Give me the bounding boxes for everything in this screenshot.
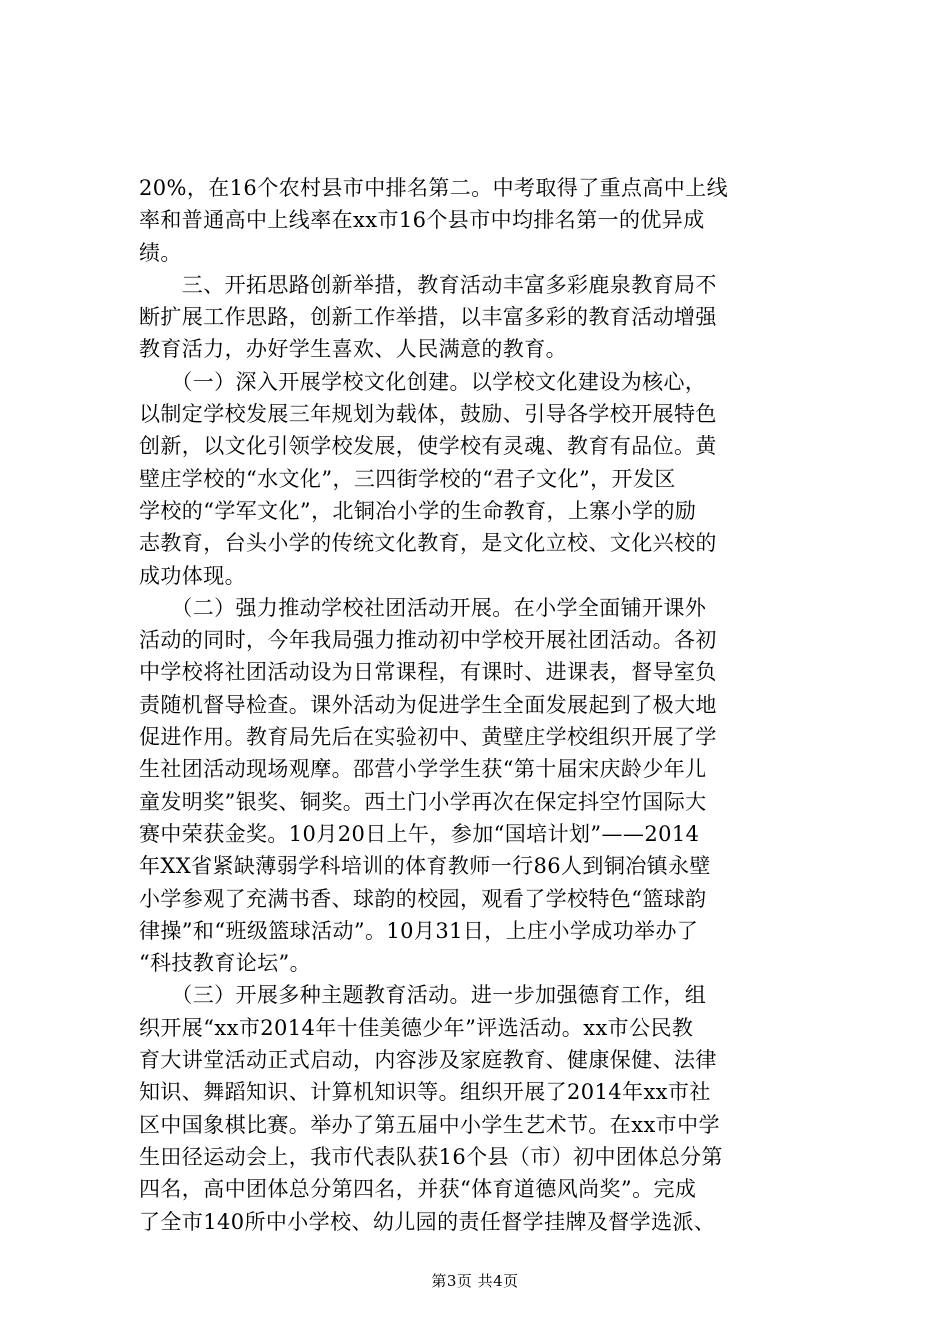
text-line: 促进作用。教育局先后在实验初中、黄壁庄学校组织开展了学 [139, 725, 717, 750]
text-line: 以制定学校发展三年规划为载体，鼓励、引导各学校开展特色 [139, 402, 717, 427]
text-line: 责随机督导检查。课外活动为促进学生全面发展起到了极大地 [139, 692, 717, 717]
text-line: 了全市140所中小学校、幼儿园的责任督学挂牌及督学选派、 [139, 1209, 716, 1234]
body-text [139, 172, 819, 1238]
text-line: 生田径运动会上，我市代表队获16个县（市）初中团体总分第 [139, 1144, 723, 1169]
text-line: 绩。 [139, 240, 182, 265]
text-line: 童发明奖”银奖、铜奖。西土门小学再次在保定抖空竹国际大 [139, 789, 707, 814]
text-line: 志教育，台头小学的传统文化教育，是文化立校、文化兴校的 [139, 531, 717, 556]
text-line: 学校的“学军文化”，北铜冶小学的生命教育，上寨小学的励 [139, 498, 697, 523]
text-line: 区中国象棋比赛。举办了第五届中小学生艺术节。在xx市中学 [139, 1112, 720, 1137]
text-line: 四名，高中团体总分第四名，并获“体育道德风尚奖”。完成 [139, 1177, 697, 1202]
text-line: 赛中荣获金奖。10月20日上午，参加“国培计划”——2014 [139, 821, 700, 846]
text-line: 小学参观了充满书香、球韵的校园，观看了学校特色“篮球韵 [139, 886, 707, 911]
text-line: 20%，在16个农村县市中排名第二。中考取得了重点高中上线 [139, 176, 728, 200]
text-line: 中学校将社团活动设为日常课程，有课时、进课表，督导室负 [139, 660, 717, 685]
text-line: 成功体现。 [139, 563, 246, 588]
text-line: 教育活力，办好学生喜欢、人民满意的教育。 [139, 337, 567, 362]
text-line: （三）开展多种主题教育活动。进一步加强德育工作，组 [139, 983, 707, 1008]
text-line: “科技教育论坛”。 [139, 951, 312, 976]
text-line: 知识、舞蹈知识、计算机知识等。组织开展了2014年xx市社 [139, 1080, 711, 1105]
text-line: 断扩展工作思路，创新工作举措，以丰富多彩的教育活动增强 [139, 305, 717, 330]
page-footer: 第3页 共4页 [431, 1272, 519, 1290]
text-line: （二）强力推动学校社团活动开展。在小学全面铺开课外 [139, 595, 707, 620]
text-line: 年XX省紧缺薄弱学科培训的体育教师一行86人到铜冶镇永壁 [139, 854, 711, 879]
text-line: 育大讲堂活动正式启动，内容涉及家庭教育、健康保健、法律 [139, 1048, 717, 1073]
text-line: 壁庄学校的“水文化”，三四街学校的“君子文化”，开发区 [139, 466, 676, 491]
text-line: 律操”和“班级篮球活动”。10月31日，上庄小学成功举办了 [139, 918, 699, 943]
text-line: 率和普通高中上线率在xx市16个县市中均排名第一的优异成 [139, 208, 705, 233]
text-line: 活动的同时，今年我局强力推动初中学校开展社团活动。各初 [139, 628, 717, 653]
text-line: 生社团活动现场观摩。邵营小学学生获“第十届宋庆龄少年儿 [139, 757, 707, 782]
text-line: 三、开拓思路创新举措，教育活动丰富多彩鹿泉教育局不 [139, 272, 717, 297]
text-line: 创新，以文化引领学校发展，使学校有灵魂、教育有品位。黄 [139, 434, 717, 459]
text-line: （一）深入开展学校文化创建。以学校文化建设为核心， [139, 369, 707, 394]
text-line: 织开展“xx市2014年十佳美德少年”评选活动。xx市公民教 [139, 1015, 694, 1040]
